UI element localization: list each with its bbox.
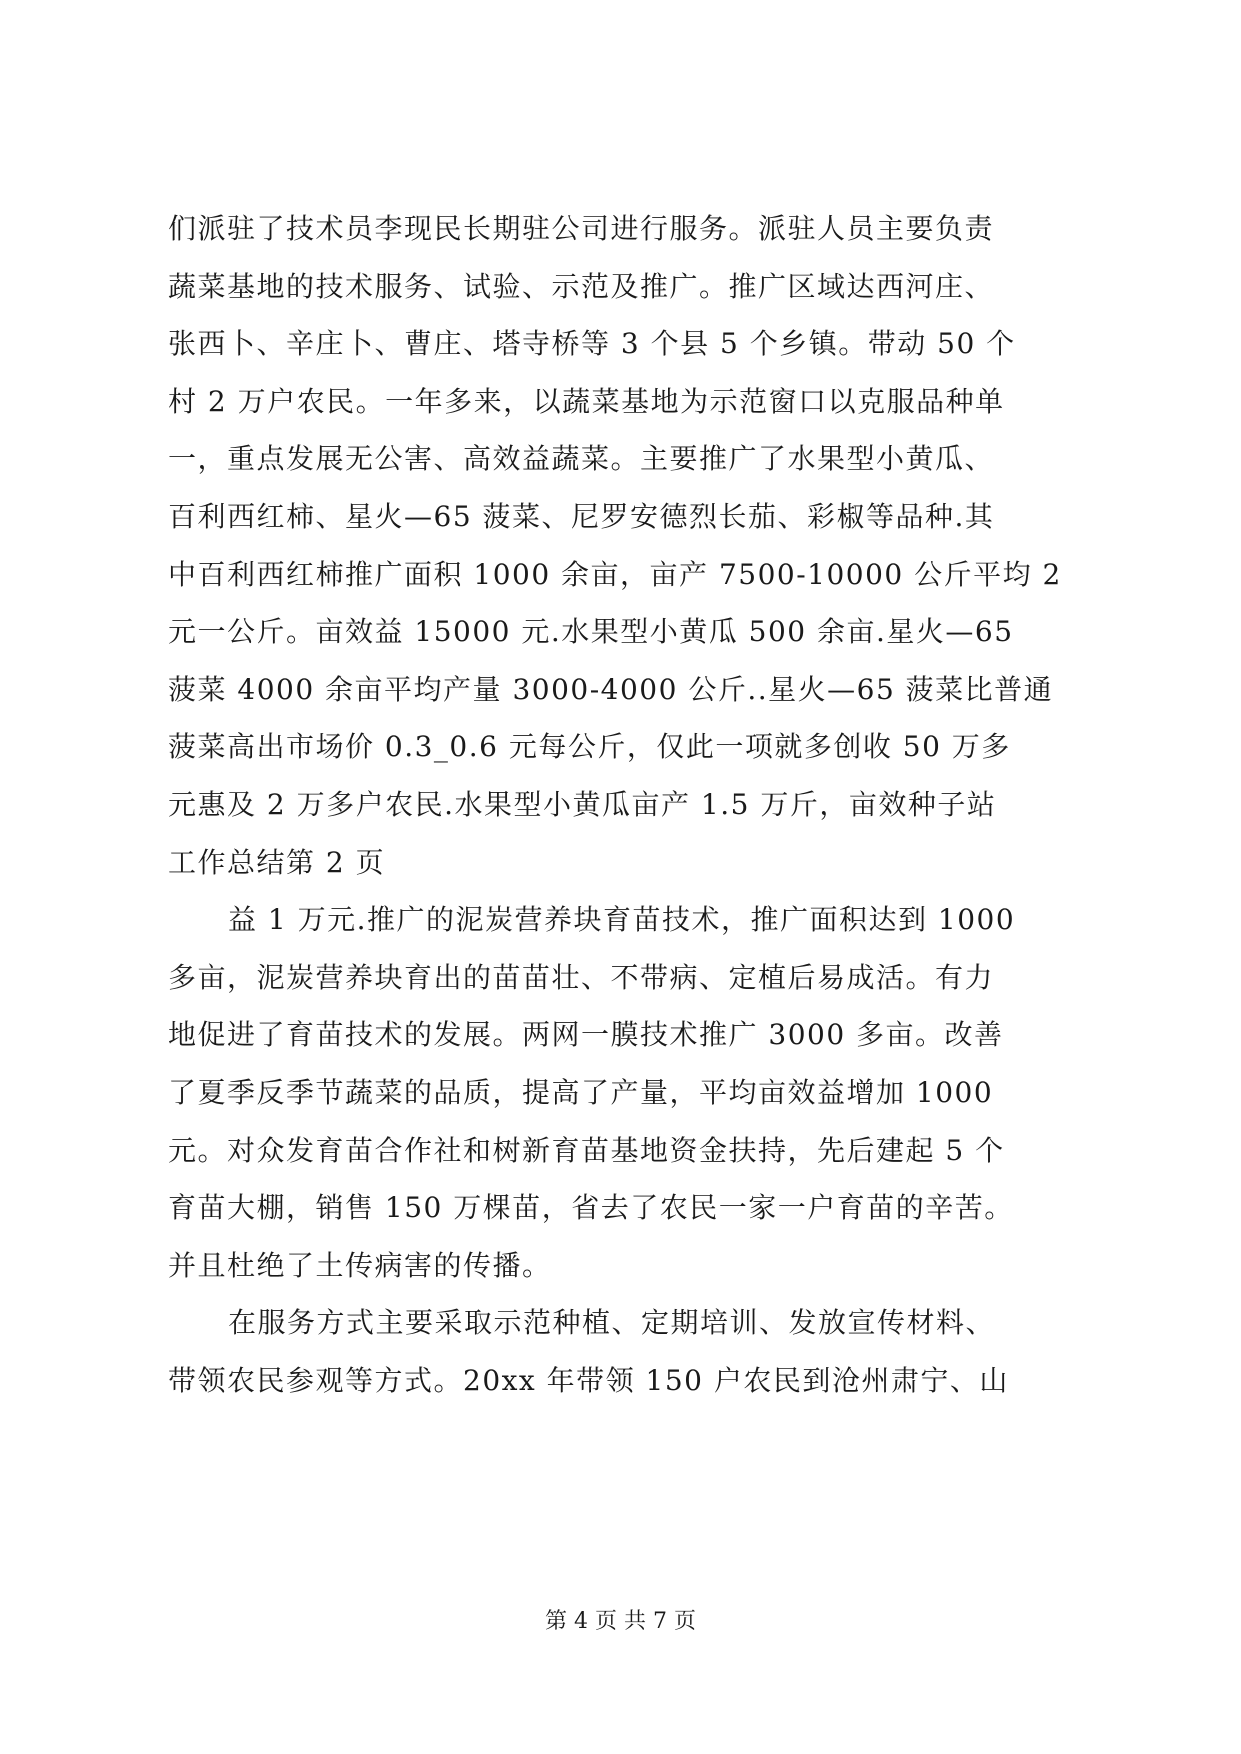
- text-line: 育苗大棚，销售 150 万棵苗，省去了农民一家一户育苗的辛苦。: [168, 1191, 1014, 1225]
- page-footer: 第 4 页 共 7 页: [545, 1609, 696, 1634]
- paragraph-3: [168, 1294, 1088, 1409]
- text-line: 地促进了育苗技术的发展。两网一膜技术推广 3000 多亩。改善: [168, 1018, 1004, 1052]
- text-line: 中百利西红柿推广面积 1000 余亩，亩产 7500-10000 公斤平均 2: [168, 557, 1062, 591]
- text-line: 带领农民参观等方式。20xx 年带领 150 户农民到沧州肃宁、山: [168, 1363, 1009, 1397]
- text-line: 蔬菜基地的技术服务、试验、示范及推广。推广区域达西河庄、: [168, 269, 995, 303]
- text-line: 村 2 万户农民。一年多来，以蔬菜基地为示范窗口以克服品种单: [168, 384, 1005, 418]
- text-line: 元惠及 2 万多户农民.水果型小黄瓜亩产 1.5 万斤，亩效种子站: [168, 787, 997, 821]
- text-line: 并且杜绝了土传病害的传播。: [168, 1248, 552, 1282]
- paragraph-1: [168, 200, 1088, 891]
- text-line: 多亩，泥炭营养块育出的苗苗壮、不带病、定植后易成活。有力: [168, 960, 995, 994]
- text-line: 元一公斤。亩效益 15000 元.水果型小黄瓜 500 余亩.星火—65: [168, 615, 1014, 649]
- text-line: 工作总结第 2 页: [168, 845, 386, 879]
- paragraph-2: [168, 891, 1088, 1294]
- document-body: [168, 200, 1088, 1409]
- text-line: 了夏季反季节蔬菜的品质，提高了产量，平均亩效益增加 1000: [168, 1075, 994, 1109]
- text-line: 百利西红柿、星火—65 菠菜、尼罗安德烈长茄、彩椒等品种.其: [168, 499, 995, 533]
- text-line: 张西卜、辛庄卜、曹庄、塔寺桥等 3 个县 5 个乡镇。带动 50 个: [168, 327, 1016, 361]
- text-line: 元。对众发育苗合作社和树新育苗基地资金扶持，先后建起 5 个: [168, 1133, 1005, 1167]
- text-line: 菠菜高出市场价 0.3_0.6 元每公斤，仅此一项就多创收 50 万多: [168, 730, 1011, 764]
- text-line: 一，重点发展无公害、高效益蔬菜。主要推广了水果型小黄瓜、: [168, 442, 995, 476]
- text-line: 菠菜 4000 余亩平均产量 3000-4000 公斤..星火—65 菠菜比普通: [168, 672, 1054, 706]
- text-line: 在服务方式主要采取示范种植、定期培训、发放宣传材料、: [228, 1306, 996, 1340]
- text-line: 们派驻了技术员李现民长期驻公司进行服务。派驻人员主要负责: [168, 212, 995, 245]
- text-line: 益 1 万元.推广的泥炭营养块育苗技术，推广面积达到 1000: [228, 903, 1016, 937]
